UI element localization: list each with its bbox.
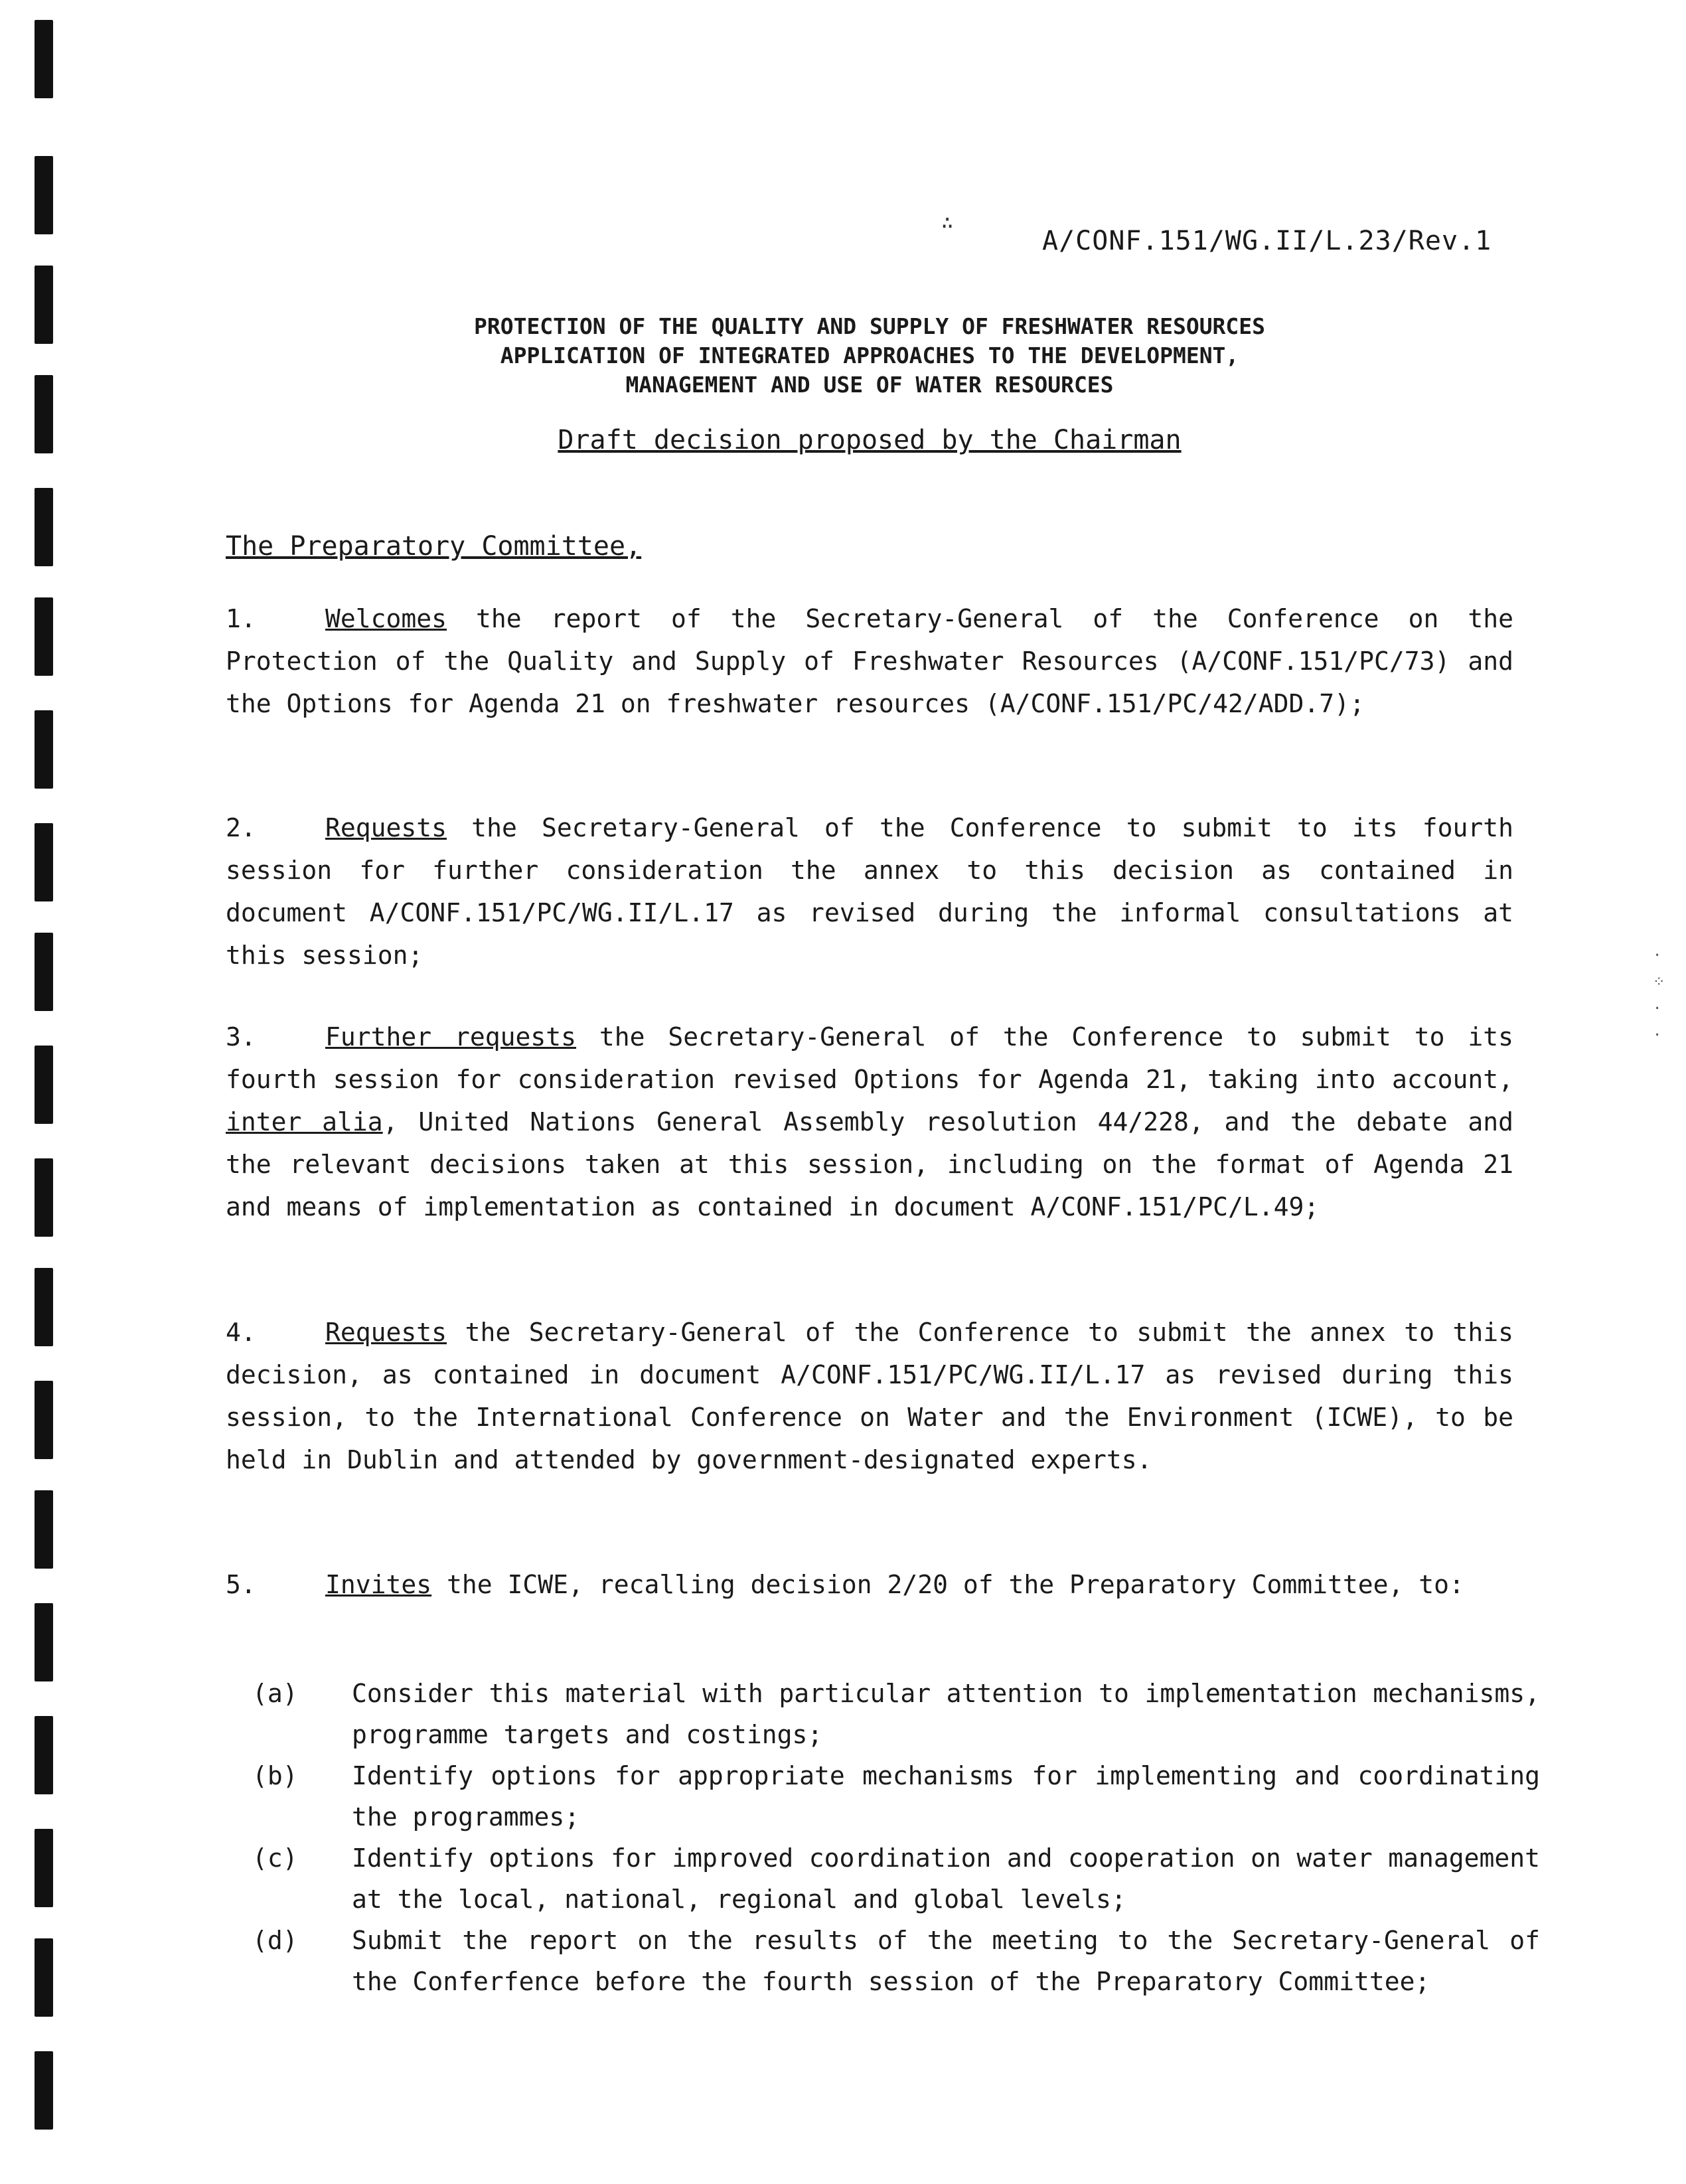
scan-speck: ∴	[941, 211, 954, 234]
operative-verb: Welcomes	[325, 604, 447, 633]
paragraph-4	[226, 1311, 1513, 1481]
sub-item-letter: (b)	[252, 1761, 298, 1790]
binder-mark	[35, 2051, 53, 2130]
operative-verb: Requests	[325, 813, 447, 842]
operative-verb: Further requests	[325, 1022, 577, 1052]
paragraph-text: the Secretary-General of the Conference to submit to its fourth session for consideration revised Options for Agenda 21, taking into account,	[226, 1022, 1514, 1094]
binder-mark	[35, 1829, 53, 1907]
paragraph-5	[226, 1563, 1513, 1606]
operative-verb: Requests	[325, 1318, 447, 1347]
binder-mark	[35, 375, 53, 453]
binder-mark	[35, 156, 53, 234]
paragraph-text: the ICWE, recalling decision 2/20 of the Preparatory Committee, to:	[431, 1570, 1464, 1599]
paragraph-number: 2.	[226, 813, 256, 842]
sub-item-list	[252, 1673, 1540, 2002]
paragraph-number: 5.	[226, 1570, 256, 1599]
binder-mark	[35, 20, 53, 98]
binder-mark	[35, 1603, 53, 1681]
document-subtitle: Draft decision proposed by the Chairman	[558, 425, 1182, 455]
title-line: MANAGEMENT AND USE OF WATER RESOURCES	[625, 372, 1114, 398]
paragraph-text: the report of the Secretary-General of the Conference on the Protection of the Quality and Supply of Freshwater Resources (A/CONF.151/PC/73) and the Options for Agenda 21 on freshwater resources (A/CONF.151/PC/42/ADD.7);	[226, 604, 1513, 718]
sub-item-text: Identify options for appropriate mechanisms for implementing and coordinating the programmes;	[352, 1761, 1540, 1832]
operative-verb: Invites	[325, 1570, 432, 1599]
preamble: The Preparatory Committee,	[226, 531, 642, 562]
sub-item-letter: (d)	[252, 1926, 298, 1955]
paragraph-2	[226, 807, 1513, 976]
paragraph-3	[226, 1016, 1513, 1228]
paragraph-text: the Secretary-General of the Conference to submit to its fourth session for further consideration the annex to this decision as contained in document A/CONF.151/PC/WG.II/L.17 as revised during the informal consultations at this session;	[226, 813, 1513, 970]
sub-item-letter: (a)	[252, 1679, 298, 1708]
binder-hole-marks	[35, 0, 54, 2184]
binder-mark	[35, 1381, 53, 1459]
document-title	[219, 312, 1520, 400]
title-line: APPLICATION OF INTEGRATED APPROACHES TO THE DEVELOPMENT,	[500, 343, 1239, 368]
paragraph-number: 4.	[226, 1318, 256, 1347]
binder-mark	[35, 266, 53, 344]
binder-mark	[35, 488, 53, 566]
binder-mark	[35, 823, 53, 901]
sub-item-letter: (c)	[252, 1843, 298, 1873]
list-item	[252, 1920, 1540, 2002]
latin-emphasis: inter alia	[226, 1107, 383, 1136]
paragraph-text: the Secretary-General of the Conference to submit the annex to this decision, as contained in document A/CONF.151/PC/WG.II/L.17 as revised during this session, to the International Conference on Water and the Environment (ICWE), to be held in Dublin and attended by government-designated experts.	[226, 1318, 1513, 1474]
paragraph-number: 3.	[226, 1022, 256, 1052]
list-item	[252, 1755, 1540, 1837]
sub-item-text: Consider this material with particular attention to implementation mechanisms, programme targets and costings;	[352, 1679, 1540, 1749]
binder-mark	[35, 1938, 53, 2017]
binder-mark	[35, 933, 53, 1011]
title-line: PROTECTION OF THE QUALITY AND SUPPLY OF FRESHWATER RESOURCES	[473, 313, 1266, 339]
list-item	[252, 1837, 1540, 1920]
paragraph-1	[226, 597, 1513, 725]
binder-mark	[35, 1046, 53, 1124]
binder-mark	[35, 710, 53, 789]
sub-item-text: Identify options for improved coordination and cooperation on water management at the local, national, regional and global levels;	[352, 1843, 1540, 1914]
document-symbol: A/CONF.151/WG.II/L.23/Rev.1	[1042, 226, 1492, 256]
scan-speck: · ⁘ · ·	[1653, 947, 1665, 1044]
paragraph-text: , United Nations General Assembly resolution 44/228, and the debate and the relevant decisions taken at this session, including on the format of Agenda 21 and means of implementation as contained in document A/CONF.151/PC/L.49;	[226, 1107, 1513, 1221]
binder-mark	[35, 1490, 53, 1569]
binder-mark	[35, 597, 53, 676]
binder-mark	[35, 1716, 53, 1794]
binder-mark	[35, 1158, 53, 1237]
binder-mark	[35, 1268, 53, 1346]
paragraph-number: 1.	[226, 604, 256, 633]
sub-item-text: Submit the report on the results of the meeting to the Secretary-General of the Conferfence before the fourth session of the Preparatory Committee;	[352, 1926, 1540, 1996]
list-item	[252, 1673, 1540, 1755]
